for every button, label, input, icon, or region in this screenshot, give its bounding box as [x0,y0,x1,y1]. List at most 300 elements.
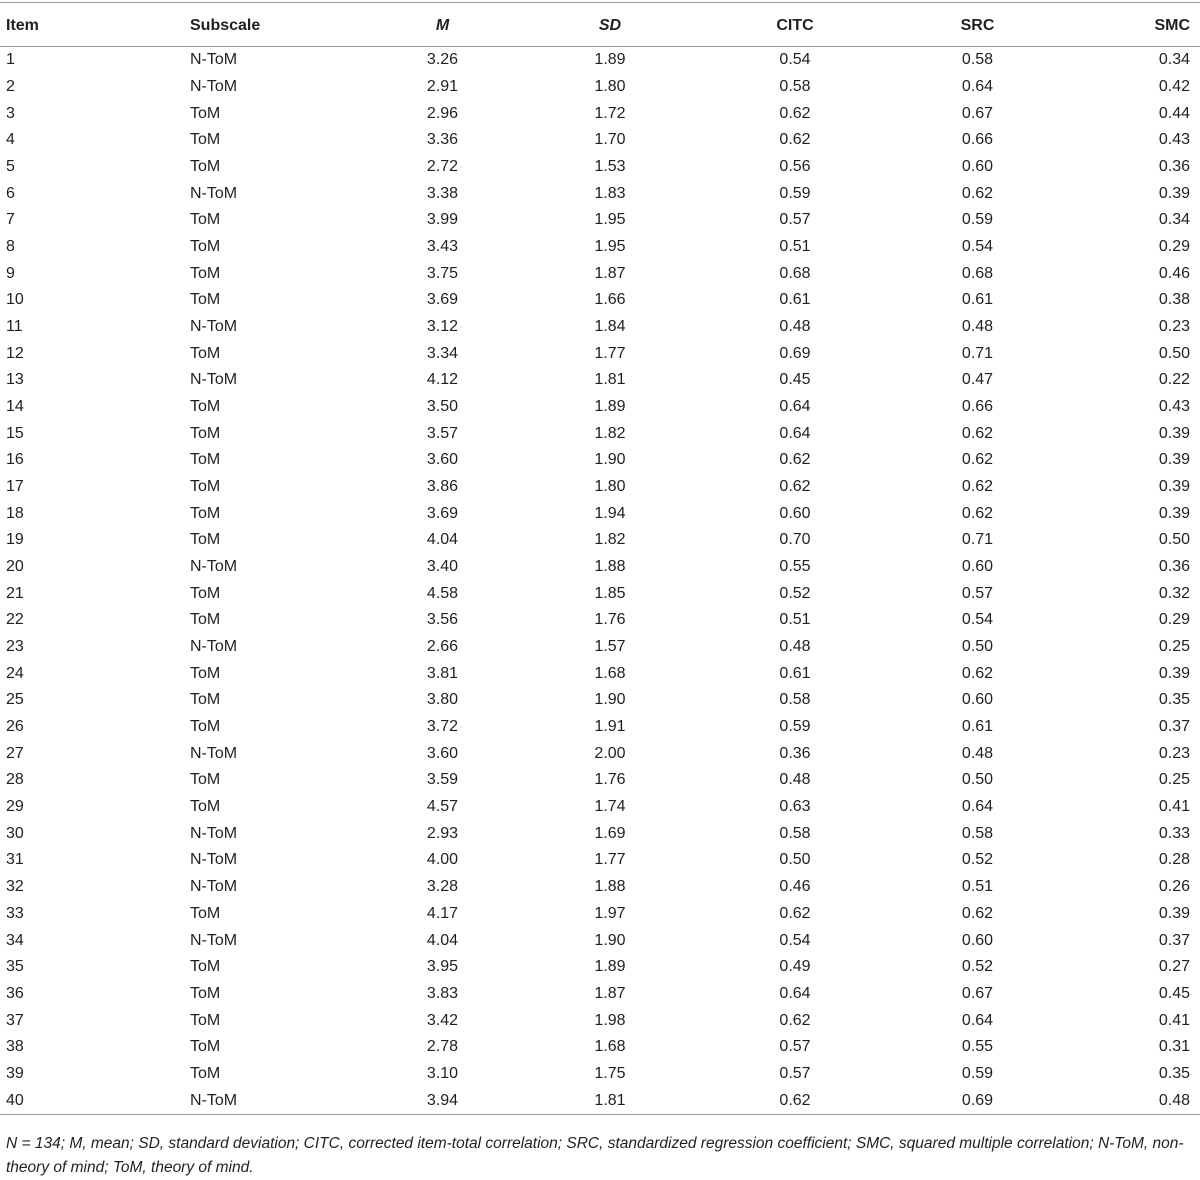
cell-citc: 0.61 [779,291,811,309]
cell-mean: 3.69 [426,504,459,522]
table-row [0,100,1200,127]
cell-smc: 0.32 [1158,584,1190,602]
cell-item: 38 [6,1038,24,1056]
cell-smc: 0.41 [1158,798,1190,816]
cell-item: 28 [6,771,24,789]
cell-subscale: ToM [190,1011,221,1029]
table-row [0,794,1200,821]
cell-item: 36 [6,984,24,1002]
cell-sd: 1.90 [594,691,626,709]
cell-mean: 3.94 [370,1087,515,1114]
cell-sd: 1.57 [594,638,626,656]
cell-subscale: ToM [190,1064,221,1082]
cell-item: 34 [6,931,24,949]
cell-mean: 3.42 [426,1011,459,1029]
cell-citc: 0.45 [779,371,811,389]
table-row [0,767,1200,794]
cell-item: 10 [6,291,24,309]
header-citc: CITC [705,3,885,47]
cell-mean: 3.26 [426,51,459,69]
cell-mean: 3.95 [426,958,459,976]
cell-citc: 0.55 [779,558,811,576]
cell-smc: 0.46 [1158,264,1190,282]
table-row [0,260,1200,287]
cell-subscale: N-ToM [190,51,238,69]
table-body [0,47,1200,1115]
table-row [0,580,1200,607]
cell-item: 20 [6,558,24,576]
cell-item: 2 [6,78,15,95]
cell-src: 0.67 [961,104,994,122]
cell-src: 0.62 [961,424,994,442]
header-smc: SMC [1070,3,1200,47]
cell-mean: 2.91 [426,78,459,95]
cell-smc: 0.37 [1158,718,1190,736]
table-row [0,500,1200,527]
cell-sd: 1.81 [594,371,626,389]
cell-src: 0.58 [961,824,994,842]
cell-smc: 0.42 [1158,78,1190,95]
cell-citc: 0.62 [779,451,811,469]
cell-src: 0.64 [961,798,994,816]
cell-item: 29 [6,798,24,816]
cell-src: 0.61 [961,291,994,309]
header-subscale: Subscale [190,3,370,47]
cell-sd: 1.98 [594,1011,626,1029]
cell-subscale: N-ToM [190,1087,370,1114]
cell-smc: 0.36 [1158,158,1190,176]
cell-item: 3 [6,104,15,122]
cell-mean: 3.36 [426,131,459,149]
cell-citc: 0.69 [779,344,811,362]
cell-subscale: N-ToM [190,318,238,336]
cell-smc: 0.41 [1158,1011,1190,1029]
cell-sd: 1.87 [594,264,626,282]
cell-smc: 0.34 [1158,51,1190,69]
cell-src: 0.50 [961,771,994,789]
cell-sd: 1.90 [594,931,626,949]
table-row [0,527,1200,554]
cell-sd: 1.88 [594,878,626,896]
cell-subscale: ToM [190,291,221,309]
cell-subscale: N-ToM [190,184,238,202]
cell-src: 0.64 [961,1011,994,1029]
cell-sd: 1.75 [594,1064,626,1082]
cell-src: 0.61 [961,718,994,736]
cell-citc: 0.48 [779,318,811,336]
cell-sd: 1.85 [594,584,626,602]
cell-citc: 0.57 [779,1038,811,1056]
cell-sd: 1.97 [594,904,626,922]
cell-sd: 1.87 [594,984,626,1002]
cell-mean: 4.57 [426,798,459,816]
cell-smc: 0.23 [1158,744,1190,762]
table-footnote: N = 134; M, mean; SD, standard deviation; CITC, corrected item-total correlation; SRC, standardized regression coefficient; SMC, squared multiple correlation; N-ToM, non-theory of mind; ToM, theory of mind. [6,1135,1184,1176]
cell-smc: 0.25 [1158,638,1190,656]
cell-citc: 0.58 [779,78,811,95]
cell-item: 6 [6,184,15,202]
cell-sd: 1.83 [594,184,626,202]
cell-subscale: ToM [190,104,221,122]
cell-mean: 3.60 [426,744,459,762]
cell-src: 0.62 [961,478,994,496]
cell-citc: 0.56 [779,158,811,176]
cell-item: 1 [6,51,15,69]
table-row [0,554,1200,581]
cell-sd: 1.81 [515,1087,705,1114]
cell-subscale: ToM [190,531,221,549]
cell-smc: 0.25 [1158,771,1190,789]
cell-citc: 0.64 [779,984,811,1002]
cell-smc: 0.31 [1158,1038,1190,1056]
cell-item: 37 [6,1011,24,1029]
table-row [0,927,1200,954]
cell-smc: 0.29 [1158,611,1190,629]
cell-mean: 3.43 [426,238,459,256]
cell-sd: 1.80 [594,78,626,95]
cell-subscale: ToM [190,211,221,229]
cell-src: 0.54 [961,238,994,256]
cell-src: 0.62 [961,664,994,682]
cell-smc: 0.48 [1070,1087,1200,1114]
cell-item: 8 [6,238,15,256]
cell-item: 23 [6,638,24,656]
cell-citc: 0.60 [779,504,811,522]
cell-citc: 0.61 [779,664,811,682]
cell-mean: 3.28 [426,878,459,896]
cell-mean: 3.34 [426,344,459,362]
cell-item: 18 [6,504,24,522]
cell-citc: 0.50 [779,851,811,869]
cell-smc: 0.33 [1158,824,1190,842]
cell-sd: 1.68 [594,664,626,682]
table-row [0,74,1200,101]
cell-item: 24 [6,664,24,682]
cell-citc: 0.57 [779,211,811,229]
cell-smc: 0.43 [1158,398,1190,416]
cell-item: 9 [6,264,15,282]
cell-subscale: ToM [190,424,221,442]
table-row [0,1034,1200,1061]
cell-subscale: N-ToM [190,878,238,896]
cell-citc: 0.48 [779,771,811,789]
table-row [0,740,1200,767]
cell-sd: 1.70 [594,131,626,149]
cell-mean: 2.93 [426,824,459,842]
cell-src: 0.48 [961,744,994,762]
cell-item: 13 [6,371,24,389]
cell-smc: 0.35 [1158,691,1190,709]
table-row [0,820,1200,847]
cell-src: 0.50 [961,638,994,656]
cell-subscale: ToM [190,958,221,976]
cell-smc: 0.45 [1158,984,1190,1002]
table-row [0,207,1200,234]
cell-subscale: N-ToM [190,851,238,869]
cell-mean: 3.40 [426,558,459,576]
cell-citc: 0.62 [779,478,811,496]
cell-subscale: ToM [190,611,221,629]
cell-mean: 3.69 [426,291,459,309]
cell-item: 7 [6,211,15,229]
cell-src: 0.62 [961,904,994,922]
cell-citc: 0.52 [779,584,811,602]
cell-citc: 0.36 [779,744,811,762]
cell-src: 0.48 [961,318,994,336]
cell-subscale: N-ToM [190,638,238,656]
cell-mean: 3.12 [426,318,459,336]
cell-citc: 0.54 [779,931,811,949]
cell-mean: 4.04 [426,531,459,549]
table-row [0,474,1200,501]
cell-src: 0.60 [961,931,994,949]
cell-mean: 2.72 [426,158,459,176]
cell-src: 0.62 [961,504,994,522]
cell-subscale: ToM [190,398,221,416]
cell-src: 0.66 [961,398,994,416]
cell-smc: 0.39 [1158,664,1190,682]
cell-smc: 0.39 [1158,904,1190,922]
cell-mean: 2.66 [426,638,459,656]
cell-citc: 0.62 [779,1011,811,1029]
cell-sd: 1.95 [594,238,626,256]
cell-mean: 4.04 [426,931,459,949]
cell-subscale: ToM [190,264,221,282]
cell-smc: 0.27 [1158,958,1190,976]
cell-src: 0.59 [961,211,994,229]
cell-item: 33 [6,904,24,922]
table-row [0,340,1200,367]
cell-subscale: ToM [190,584,221,602]
cell-item: 11 [6,318,23,336]
cell-subscale: ToM [190,158,221,176]
cell-item: 40 [0,1087,190,1114]
cell-src: 0.69 [885,1087,1070,1114]
cell-item: 21 [6,584,24,602]
cell-smc: 0.38 [1158,291,1190,309]
cell-item: 30 [6,824,24,842]
cell-subscale: N-ToM [190,744,238,762]
cell-item: 17 [6,478,24,496]
cell-mean: 3.57 [426,424,459,442]
cell-mean: 4.12 [426,371,459,389]
cell-src: 0.71 [961,344,994,362]
cell-sd: 1.94 [594,504,626,522]
item-statistics-table [0,2,1200,1115]
cell-sd: 1.76 [594,771,626,789]
cell-mean: 4.17 [426,904,459,922]
cell-item: 27 [6,744,24,762]
table-row [0,1007,1200,1034]
cell-mean: 4.00 [426,851,459,869]
table-row [0,714,1200,741]
cell-mean: 3.72 [426,718,459,736]
cell-subscale: ToM [190,904,221,922]
cell-mean: 3.56 [426,611,459,629]
cell-subscale: N-ToM [190,558,238,576]
table-header-row [0,3,1200,47]
cell-mean: 2.96 [426,104,459,122]
cell-item: 16 [6,451,24,469]
cell-smc: 0.34 [1158,211,1190,229]
cell-smc: 0.39 [1158,451,1190,469]
cell-src: 0.67 [961,984,994,1002]
table-row [0,607,1200,634]
cell-src: 0.59 [961,1064,994,1082]
cell-subscale: ToM [190,504,221,522]
cell-item: 31 [6,851,24,869]
table-row [0,901,1200,928]
cell-item: 5 [6,158,15,176]
table-row [0,47,1200,74]
table-row [0,447,1200,474]
cell-citc: 0.57 [779,1064,811,1082]
cell-item: 15 [6,424,24,442]
cell-smc: 0.50 [1158,531,1190,549]
cell-citc: 0.62 [779,904,811,922]
cell-smc: 0.44 [1158,104,1190,122]
cell-src: 0.60 [961,691,994,709]
header-mean: M [370,3,515,47]
cell-smc: 0.50 [1158,344,1190,362]
header-src: SRC [885,3,1070,47]
cell-subscale: ToM [190,771,221,789]
cell-smc: 0.36 [1158,558,1190,576]
cell-sd: 1.74 [594,798,626,816]
table-row [0,874,1200,901]
cell-sd: 1.82 [594,424,626,442]
table-row [0,367,1200,394]
cell-src: 0.52 [961,958,994,976]
cell-mean: 3.99 [426,211,459,229]
table-row [0,954,1200,981]
cell-item: 26 [6,718,24,736]
cell-citc: 0.62 [705,1087,885,1114]
cell-item: 12 [6,344,24,362]
cell-citc: 0.58 [779,824,811,842]
cell-citc: 0.49 [779,958,811,976]
cell-src: 0.47 [961,371,994,389]
cell-src: 0.66 [961,131,994,149]
cell-citc: 0.64 [779,398,811,416]
cell-sd: 1.77 [594,344,626,362]
cell-item: 19 [6,531,24,549]
cell-smc: 0.39 [1158,504,1190,522]
cell-citc: 0.51 [779,611,811,629]
cell-sd: 1.80 [594,478,626,496]
cell-src: 0.60 [961,158,994,176]
cell-smc: 0.43 [1158,131,1190,149]
cell-mean: 4.58 [426,584,459,602]
cell-mean: 3.75 [426,264,459,282]
cell-sd: 1.66 [594,291,626,309]
cell-src: 0.62 [961,184,994,202]
cell-subscale: ToM [190,344,221,362]
table-row [0,981,1200,1008]
table-row [0,1061,1200,1088]
cell-mean: 3.86 [426,478,459,496]
cell-src: 0.60 [961,558,994,576]
cell-mean: 3.81 [426,664,459,682]
cell-subscale: ToM [190,1038,221,1056]
cell-mean: 3.50 [426,398,459,416]
table-row [0,394,1200,421]
table-row [0,314,1200,341]
cell-sd: 2.00 [594,744,626,762]
table-row [0,634,1200,661]
cell-subscale: ToM [190,131,221,149]
cell-item: 32 [6,878,24,896]
cell-sd: 1.95 [594,211,626,229]
cell-citc: 0.59 [779,718,811,736]
cell-mean: 2.78 [426,1038,459,1056]
cell-src: 0.58 [961,51,994,69]
cell-smc: 0.39 [1158,184,1190,202]
cell-src: 0.52 [961,851,994,869]
cell-subscale: N-ToM [190,824,238,842]
cell-smc: 0.28 [1158,851,1190,869]
cell-mean: 3.80 [426,691,459,709]
cell-subscale: ToM [190,451,221,469]
cell-item: 22 [6,611,24,629]
cell-citc: 0.58 [779,691,811,709]
cell-sd: 1.82 [594,531,626,549]
cell-sd: 1.84 [594,318,626,336]
cell-subscale: ToM [190,664,221,682]
cell-item: 35 [6,958,24,976]
cell-src: 0.54 [961,611,994,629]
cell-src: 0.62 [961,451,994,469]
cell-subscale: N-ToM [190,78,238,95]
cell-subscale: N-ToM [190,931,238,949]
cell-sd: 1.89 [594,958,626,976]
cell-src: 0.57 [961,584,994,602]
table-row [0,420,1200,447]
cell-item: 4 [6,131,15,149]
cell-citc: 0.63 [779,798,811,816]
cell-src: 0.51 [961,878,994,896]
cell-mean: 3.59 [426,771,459,789]
cell-sd: 1.91 [594,718,626,736]
cell-citc: 0.64 [779,424,811,442]
cell-subscale: ToM [190,238,221,256]
cell-citc: 0.59 [779,184,811,202]
cell-src: 0.71 [961,531,994,549]
cell-smc: 0.37 [1158,931,1190,949]
cell-subscale: ToM [190,718,221,736]
cell-subscale: ToM [190,691,221,709]
cell-mean: 3.10 [426,1064,459,1082]
cell-sd: 1.89 [594,398,626,416]
cell-citc: 0.48 [779,638,811,656]
cell-sd: 1.89 [594,51,626,69]
cell-item: 39 [6,1064,24,1082]
cell-subscale: ToM [190,478,221,496]
cell-smc: 0.26 [1158,878,1190,896]
cell-mean: 3.60 [426,451,459,469]
cell-sd: 1.69 [594,824,626,842]
cell-smc: 0.39 [1158,478,1190,496]
cell-subscale: ToM [190,984,221,1002]
table-row [0,180,1200,207]
cell-citc: 0.46 [779,878,811,896]
cell-src: 0.68 [961,264,994,282]
cell-subscale: N-ToM [190,371,238,389]
table-row [0,660,1200,687]
table-row [0,687,1200,714]
cell-sd: 1.77 [594,851,626,869]
table-row [0,127,1200,154]
